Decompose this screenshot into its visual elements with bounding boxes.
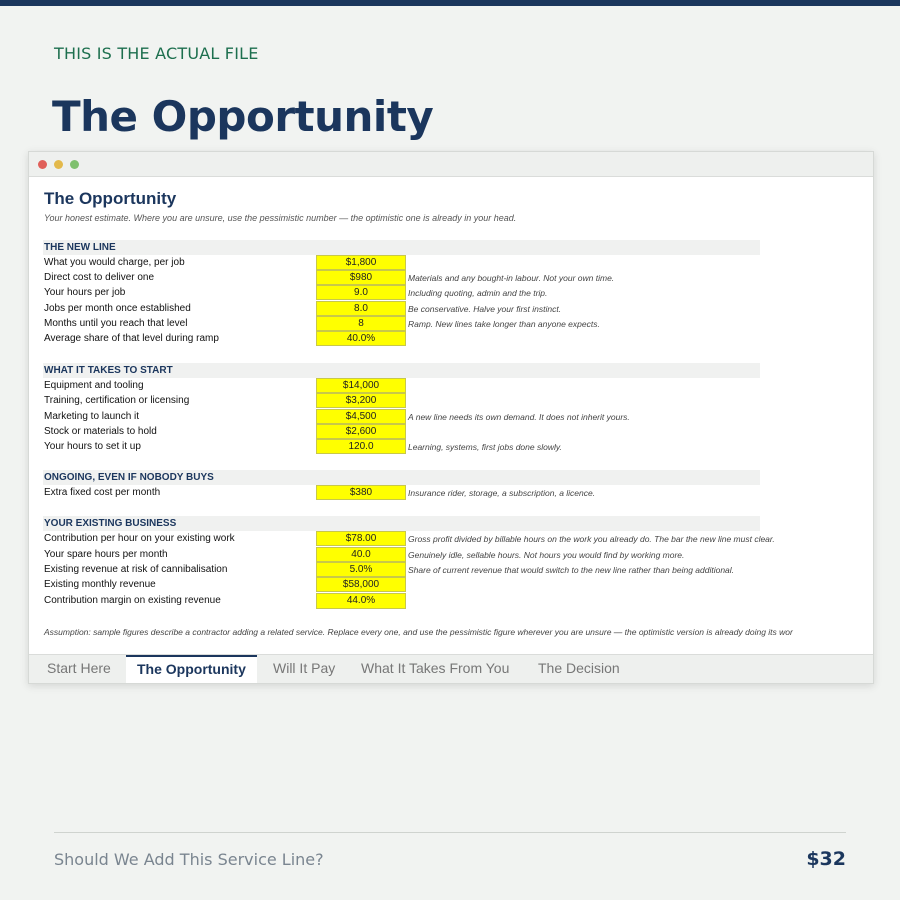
input-cell[interactable]: $1,800 (316, 255, 406, 270)
page-title: The Opportunity (52, 92, 434, 141)
row-label: Contribution margin on existing revenue (44, 595, 221, 606)
row-label: Jobs per month once established (44, 303, 191, 314)
row-label: Average share of that level during ramp (44, 333, 219, 344)
section-header-new-line: THE NEW LINE (43, 240, 760, 255)
row-note: Be conservative. Halve your first instinct. (408, 304, 562, 314)
sheet-tab-bar (29, 654, 873, 684)
input-cell[interactable]: 8.0 (316, 301, 406, 316)
section-header-what-it-takes: WHAT IT TAKES TO START (43, 363, 760, 378)
window-titlebar (29, 152, 873, 177)
row-label: Months until you reach that level (44, 318, 188, 329)
tab-what-it-takes-from-you[interactable]: What It Takes From You (361, 660, 510, 676)
footer-price: $32 (806, 848, 846, 870)
input-cell[interactable]: $3,200 (316, 393, 406, 408)
row-note: Insurance rider, storage, a subscription, a licence. (408, 488, 596, 498)
row-note: Learning, systems, first jobs done slowly. (408, 442, 562, 452)
row-label: Contribution per hour on your existing work (44, 533, 235, 544)
table-row (29, 331, 873, 346)
row-label: Your hours per job (44, 287, 126, 298)
row-label: Extra fixed cost per month (44, 487, 161, 498)
table-row (29, 547, 873, 562)
input-cell[interactable]: 5.0% (316, 562, 406, 577)
row-label: Marketing to launch it (44, 411, 140, 422)
input-cell[interactable]: $78.00 (316, 531, 406, 546)
assumption-note: Assumption: sample figures describe a contractor adding a related service. Replace every one, and use the pessimistic figure wherever you are unsure — the optimistic version is already doing its wor (44, 627, 793, 637)
sheet-subtitle: Your honest estimate. Where you are unsure, use the pessimistic number — the optimistic one is already in your head. (44, 213, 517, 223)
row-note: Materials and any bought-in labour. Not your own time. (408, 273, 615, 283)
input-cell[interactable]: $58,000 (316, 577, 406, 592)
top-accent-bar (0, 0, 900, 6)
input-cell[interactable]: $14,000 (316, 378, 406, 393)
table-row (29, 378, 873, 393)
table-row (29, 409, 873, 424)
table-row (29, 577, 873, 592)
input-cell[interactable]: $980 (316, 270, 406, 285)
row-note: Gross profit divided by billable hours on the work you already do. The bar the new line must clear. (408, 534, 775, 544)
table-row (29, 285, 873, 300)
input-cell[interactable]: $4,500 (316, 409, 406, 424)
spreadsheet-window (28, 151, 874, 684)
close-window-icon[interactable] (38, 160, 47, 169)
input-cell[interactable]: 44.0% (316, 593, 406, 609)
table-row (29, 562, 873, 577)
table-row (29, 424, 873, 439)
row-note: A new line needs its own demand. It does not inherit yours. (408, 412, 630, 422)
table-row (29, 301, 873, 316)
section-header-existing-business: YOUR EXISTING BUSINESS (43, 516, 760, 531)
table-row (29, 593, 873, 608)
input-cell[interactable]: 40.0 (316, 547, 406, 562)
eyebrow-label: THIS IS THE ACTUAL FILE (54, 44, 259, 63)
row-note: Share of current revenue that would switch to the new line rather than being additional. (408, 565, 735, 575)
row-label: Equipment and tooling (44, 380, 144, 391)
row-label: Your spare hours per month (44, 549, 168, 560)
sheet-area (29, 177, 873, 654)
row-note: Genuinely idle, sellable hours. Not hours you would find by working more. (408, 550, 685, 560)
footer-divider (54, 832, 846, 833)
table-row (29, 255, 873, 270)
input-cell[interactable]: 8 (316, 316, 406, 331)
tab-the-decision[interactable]: The Decision (538, 660, 620, 676)
input-cell[interactable]: 40.0% (316, 331, 406, 346)
footer-product-name: Should We Add This Service Line? (54, 850, 324, 869)
tab-start-here[interactable]: Start Here (47, 660, 111, 676)
input-cell[interactable]: 9.0 (316, 285, 406, 300)
input-cell[interactable]: $380 (316, 485, 406, 500)
input-cell[interactable]: $2,600 (316, 424, 406, 439)
table-row (29, 270, 873, 285)
maximize-window-icon[interactable] (70, 160, 79, 169)
row-label: Direct cost to deliver one (44, 272, 155, 283)
table-row (29, 485, 873, 500)
table-row (29, 439, 873, 454)
tab-the-opportunity[interactable]: The Opportunity (126, 655, 257, 684)
input-cell[interactable]: 120.0 (316, 439, 406, 454)
section-header-ongoing: ONGOING, EVEN IF NOBODY BUYS (43, 470, 760, 485)
row-label: Existing revenue at risk of cannibalisation (44, 564, 228, 575)
row-label: Existing monthly revenue (44, 579, 156, 590)
row-note: Ramp. New lines take longer than anyone expects. (408, 319, 600, 329)
row-note: Including quoting, admin and the trip. (408, 288, 548, 298)
row-label: What you would charge, per job (44, 257, 185, 268)
row-label: Your hours to set it up (44, 441, 141, 452)
row-label: Stock or materials to hold (44, 426, 157, 437)
table-row (29, 393, 873, 408)
table-row (29, 531, 873, 546)
minimize-window-icon[interactable] (54, 160, 63, 169)
table-row (29, 316, 873, 331)
tab-will-it-pay[interactable]: Will It Pay (273, 660, 336, 676)
row-label: Training, certification or licensing (44, 395, 190, 406)
sheet-title: The Opportunity (44, 189, 177, 208)
